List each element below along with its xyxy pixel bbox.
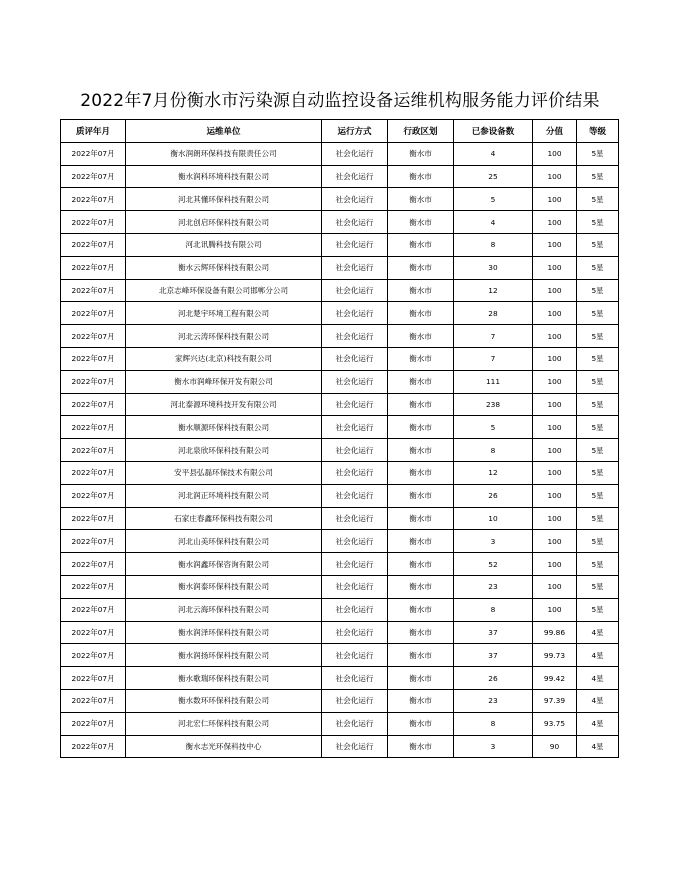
cell-admin-region: 衡水市 xyxy=(388,553,454,576)
cell-operator: 衡水云辉环保科技有限公司 xyxy=(126,256,322,279)
cell-operator: 衡水润鑫环保咨询有限公司 xyxy=(126,553,322,576)
table-body xyxy=(61,142,619,758)
cell-operation-mode: 社会化运行 xyxy=(322,461,388,484)
cell-grade: 4星 xyxy=(577,621,619,644)
cell-operator: 衡水数环环保科技有限公司 xyxy=(126,689,322,712)
cell-device-count: 30 xyxy=(454,256,533,279)
evaluation-results-table xyxy=(60,119,619,758)
cell-score: 100 xyxy=(533,211,577,234)
cell-operation-mode: 社会化运行 xyxy=(322,507,388,530)
table-row xyxy=(61,188,619,211)
cell-device-count: 10 xyxy=(454,507,533,530)
cell-grade: 5星 xyxy=(577,598,619,621)
cell-score: 100 xyxy=(533,575,577,598)
cell-eval-month: 2022年07月 xyxy=(61,484,126,507)
cell-operator: 河北讯腾科技有限公司 xyxy=(126,233,322,256)
cell-score: 100 xyxy=(533,233,577,256)
table-row xyxy=(61,256,619,279)
cell-admin-region: 衡水市 xyxy=(388,667,454,690)
table-row xyxy=(61,461,619,484)
header-operation-mode: 运行方式 xyxy=(322,120,388,143)
header-operator: 运维单位 xyxy=(126,120,322,143)
cell-score: 100 xyxy=(533,302,577,325)
table-row xyxy=(61,530,619,553)
cell-grade: 5星 xyxy=(577,165,619,188)
cell-device-count: 7 xyxy=(454,325,533,348)
table-row xyxy=(61,507,619,530)
cell-operator: 河北云海环保科技有限公司 xyxy=(126,598,322,621)
header-device-count: 已参设备数 xyxy=(454,120,533,143)
cell-score: 100 xyxy=(533,507,577,530)
cell-grade: 5星 xyxy=(577,439,619,462)
cell-device-count: 4 xyxy=(454,142,533,165)
cell-score: 100 xyxy=(533,256,577,279)
cell-score: 100 xyxy=(533,484,577,507)
cell-score: 100 xyxy=(533,279,577,302)
table-row xyxy=(61,233,619,256)
cell-score: 100 xyxy=(533,439,577,462)
cell-operator: 衡水歌瑞环保科技有限公司 xyxy=(126,667,322,690)
table-row xyxy=(61,416,619,439)
cell-eval-month: 2022年07月 xyxy=(61,165,126,188)
cell-eval-month: 2022年07月 xyxy=(61,256,126,279)
cell-operator: 衡水润扬环保科技有限公司 xyxy=(126,644,322,667)
cell-operation-mode: 社会化运行 xyxy=(322,598,388,621)
cell-admin-region: 衡水市 xyxy=(388,370,454,393)
cell-eval-month: 2022年07月 xyxy=(61,735,126,758)
cell-eval-month: 2022年07月 xyxy=(61,416,126,439)
cell-eval-month: 2022年07月 xyxy=(61,507,126,530)
cell-operation-mode: 社会化运行 xyxy=(322,530,388,553)
cell-operation-mode: 社会化运行 xyxy=(322,393,388,416)
cell-eval-month: 2022年07月 xyxy=(61,461,126,484)
cell-admin-region: 衡水市 xyxy=(388,279,454,302)
cell-operator: 安平县弘磊环保技术有限公司 xyxy=(126,461,322,484)
cell-operator: 河北泉欣环保科技有限公司 xyxy=(126,439,322,462)
cell-score: 97.39 xyxy=(533,689,577,712)
cell-score: 100 xyxy=(533,530,577,553)
cell-admin-region: 衡水市 xyxy=(388,393,454,416)
cell-device-count: 23 xyxy=(454,575,533,598)
cell-admin-region: 衡水市 xyxy=(388,598,454,621)
cell-grade: 5星 xyxy=(577,302,619,325)
cell-operator: 河北润正环境科技有限公司 xyxy=(126,484,322,507)
cell-operator: 河北其懂环保科技有限公司 xyxy=(126,188,322,211)
header-grade: 等级 xyxy=(577,120,619,143)
page-title: 2022年7月份衡水市污染源自动监控设备运维机构服务能力评价结果 xyxy=(80,91,600,111)
cell-score: 100 xyxy=(533,370,577,393)
table-row xyxy=(61,689,619,712)
cell-device-count: 12 xyxy=(454,461,533,484)
cell-operator: 河北宏仁环保科技有限公司 xyxy=(126,712,322,735)
cell-operation-mode: 社会化运行 xyxy=(322,325,388,348)
cell-eval-month: 2022年07月 xyxy=(61,667,126,690)
cell-operation-mode: 社会化运行 xyxy=(322,256,388,279)
cell-operation-mode: 社会化运行 xyxy=(322,188,388,211)
cell-score: 100 xyxy=(533,598,577,621)
table-header-row xyxy=(61,120,619,143)
cell-operation-mode: 社会化运行 xyxy=(322,416,388,439)
cell-device-count: 28 xyxy=(454,302,533,325)
cell-eval-month: 2022年07月 xyxy=(61,347,126,370)
cell-device-count: 7 xyxy=(454,347,533,370)
cell-grade: 5星 xyxy=(577,188,619,211)
cell-admin-region: 衡水市 xyxy=(388,530,454,553)
cell-operator: 家辉兴达(北京)科技有限公司 xyxy=(126,347,322,370)
cell-device-count: 25 xyxy=(454,165,533,188)
cell-operation-mode: 社会化运行 xyxy=(322,233,388,256)
cell-device-count: 5 xyxy=(454,416,533,439)
cell-admin-region: 衡水市 xyxy=(388,256,454,279)
cell-admin-region: 衡水市 xyxy=(388,142,454,165)
cell-operation-mode: 社会化运行 xyxy=(322,553,388,576)
cell-device-count: 4 xyxy=(454,211,533,234)
cell-score: 99.73 xyxy=(533,644,577,667)
cell-operator: 河北楚宇环境工程有限公司 xyxy=(126,302,322,325)
cell-grade: 4星 xyxy=(577,735,619,758)
cell-operation-mode: 社会化运行 xyxy=(322,621,388,644)
cell-grade: 5星 xyxy=(577,142,619,165)
cell-admin-region: 衡水市 xyxy=(388,461,454,484)
cell-admin-region: 衡水市 xyxy=(388,302,454,325)
cell-eval-month: 2022年07月 xyxy=(61,188,126,211)
cell-operator: 衡水润泽环保科技有限公司 xyxy=(126,621,322,644)
cell-operation-mode: 社会化运行 xyxy=(322,575,388,598)
cell-eval-month: 2022年07月 xyxy=(61,644,126,667)
cell-eval-month: 2022年07月 xyxy=(61,712,126,735)
cell-device-count: 52 xyxy=(454,553,533,576)
cell-operation-mode: 社会化运行 xyxy=(322,302,388,325)
cell-grade: 5星 xyxy=(577,279,619,302)
cell-eval-month: 2022年07月 xyxy=(61,393,126,416)
cell-eval-month: 2022年07月 xyxy=(61,302,126,325)
cell-operator: 衡水润泰环保科技有限公司 xyxy=(126,575,322,598)
cell-grade: 5星 xyxy=(577,507,619,530)
cell-operation-mode: 社会化运行 xyxy=(322,735,388,758)
cell-score: 100 xyxy=(533,347,577,370)
cell-device-count: 26 xyxy=(454,667,533,690)
cell-device-count: 238 xyxy=(454,393,533,416)
cell-admin-region: 衡水市 xyxy=(388,165,454,188)
cell-score: 100 xyxy=(533,325,577,348)
cell-operation-mode: 社会化运行 xyxy=(322,142,388,165)
cell-eval-month: 2022年07月 xyxy=(61,598,126,621)
cell-operation-mode: 社会化运行 xyxy=(322,484,388,507)
cell-device-count: 8 xyxy=(454,233,533,256)
cell-grade: 5星 xyxy=(577,325,619,348)
table-row xyxy=(61,667,619,690)
cell-eval-month: 2022年07月 xyxy=(61,575,126,598)
cell-grade: 5星 xyxy=(577,256,619,279)
cell-grade: 5星 xyxy=(577,211,619,234)
cell-admin-region: 衡水市 xyxy=(388,507,454,530)
cell-score: 100 xyxy=(533,165,577,188)
cell-score: 100 xyxy=(533,416,577,439)
header-admin-region: 行政区划 xyxy=(388,120,454,143)
cell-grade: 4星 xyxy=(577,689,619,712)
cell-operator: 衡水顺源环保科技有限公司 xyxy=(126,416,322,439)
cell-device-count: 12 xyxy=(454,279,533,302)
cell-grade: 5星 xyxy=(577,553,619,576)
cell-admin-region: 衡水市 xyxy=(388,735,454,758)
cell-device-count: 3 xyxy=(454,735,533,758)
cell-score: 100 xyxy=(533,393,577,416)
cell-grade: 5星 xyxy=(577,233,619,256)
cell-operator: 河北云涛环保科技有限公司 xyxy=(126,325,322,348)
cell-operator: 石家庄春鑫环保科技有限公司 xyxy=(126,507,322,530)
cell-device-count: 3 xyxy=(454,530,533,553)
header-eval-month: 质评年月 xyxy=(61,120,126,143)
cell-grade: 5星 xyxy=(577,461,619,484)
table-row xyxy=(61,211,619,234)
cell-admin-region: 衡水市 xyxy=(388,347,454,370)
cell-score: 99.86 xyxy=(533,621,577,644)
cell-score: 90 xyxy=(533,735,577,758)
cell-device-count: 111 xyxy=(454,370,533,393)
table-row xyxy=(61,165,619,188)
table-row xyxy=(61,302,619,325)
cell-score: 93.75 xyxy=(533,712,577,735)
cell-operator: 北京志峰环保设备有限公司邯郸分公司 xyxy=(126,279,322,302)
cell-eval-month: 2022年07月 xyxy=(61,621,126,644)
table-row xyxy=(61,644,619,667)
cell-admin-region: 衡水市 xyxy=(388,416,454,439)
cell-grade: 5星 xyxy=(577,347,619,370)
cell-eval-month: 2022年07月 xyxy=(61,211,126,234)
cell-operation-mode: 社会化运行 xyxy=(322,667,388,690)
cell-admin-region: 衡水市 xyxy=(388,439,454,462)
cell-eval-month: 2022年07月 xyxy=(61,233,126,256)
cell-device-count: 26 xyxy=(454,484,533,507)
table-row xyxy=(61,142,619,165)
cell-grade: 5星 xyxy=(577,575,619,598)
table-row xyxy=(61,279,619,302)
cell-eval-month: 2022年07月 xyxy=(61,279,126,302)
cell-admin-region: 衡水市 xyxy=(388,188,454,211)
cell-eval-month: 2022年07月 xyxy=(61,325,126,348)
cell-device-count: 5 xyxy=(454,188,533,211)
cell-device-count: 8 xyxy=(454,598,533,621)
cell-score: 99.42 xyxy=(533,667,577,690)
cell-grade: 4星 xyxy=(577,712,619,735)
cell-score: 100 xyxy=(533,553,577,576)
table-row xyxy=(61,712,619,735)
cell-operation-mode: 社会化运行 xyxy=(322,370,388,393)
cell-operator: 河北山美环保科技有限公司 xyxy=(126,530,322,553)
cell-score: 100 xyxy=(533,142,577,165)
cell-device-count: 23 xyxy=(454,689,533,712)
cell-admin-region: 衡水市 xyxy=(388,484,454,507)
cell-operator: 衡水志光环保科技中心 xyxy=(126,735,322,758)
cell-admin-region: 衡水市 xyxy=(388,233,454,256)
table-row xyxy=(61,484,619,507)
cell-operation-mode: 社会化运行 xyxy=(322,439,388,462)
cell-operation-mode: 社会化运行 xyxy=(322,644,388,667)
cell-grade: 5星 xyxy=(577,484,619,507)
cell-operator: 河北创启环保科技有限公司 xyxy=(126,211,322,234)
cell-admin-region: 衡水市 xyxy=(388,644,454,667)
cell-eval-month: 2022年07月 xyxy=(61,689,126,712)
cell-device-count: 37 xyxy=(454,621,533,644)
cell-grade: 4星 xyxy=(577,644,619,667)
table-row xyxy=(61,439,619,462)
table-row xyxy=(61,621,619,644)
cell-eval-month: 2022年07月 xyxy=(61,439,126,462)
cell-grade: 5星 xyxy=(577,530,619,553)
cell-operation-mode: 社会化运行 xyxy=(322,347,388,370)
cell-score: 100 xyxy=(533,461,577,484)
header-score: 分值 xyxy=(533,120,577,143)
cell-admin-region: 衡水市 xyxy=(388,689,454,712)
cell-operator: 衡水润科环境科技有限公司 xyxy=(126,165,322,188)
cell-score: 100 xyxy=(533,188,577,211)
cell-operation-mode: 社会化运行 xyxy=(322,712,388,735)
cell-operator: 河北泰源环境科技开发有限公司 xyxy=(126,393,322,416)
cell-operation-mode: 社会化运行 xyxy=(322,165,388,188)
cell-admin-region: 衡水市 xyxy=(388,712,454,735)
table-row xyxy=(61,347,619,370)
cell-grade: 5星 xyxy=(577,370,619,393)
table-row xyxy=(61,370,619,393)
cell-operation-mode: 社会化运行 xyxy=(322,211,388,234)
cell-operation-mode: 社会化运行 xyxy=(322,279,388,302)
cell-grade: 4星 xyxy=(577,667,619,690)
cell-admin-region: 衡水市 xyxy=(388,325,454,348)
cell-eval-month: 2022年07月 xyxy=(61,370,126,393)
cell-grade: 5星 xyxy=(577,416,619,439)
cell-admin-region: 衡水市 xyxy=(388,575,454,598)
cell-admin-region: 衡水市 xyxy=(388,211,454,234)
cell-admin-region: 衡水市 xyxy=(388,621,454,644)
table-row xyxy=(61,393,619,416)
cell-eval-month: 2022年07月 xyxy=(61,530,126,553)
cell-grade: 5星 xyxy=(577,393,619,416)
cell-operation-mode: 社会化运行 xyxy=(322,689,388,712)
cell-eval-month: 2022年07月 xyxy=(61,553,126,576)
cell-device-count: 8 xyxy=(454,439,533,462)
table-row xyxy=(61,598,619,621)
cell-eval-month: 2022年07月 xyxy=(61,142,126,165)
cell-device-count: 37 xyxy=(454,644,533,667)
table-row xyxy=(61,553,619,576)
cell-operator: 衡水市润峰环保开发有限公司 xyxy=(126,370,322,393)
table-row xyxy=(61,575,619,598)
table-row xyxy=(61,735,619,758)
cell-device-count: 8 xyxy=(454,712,533,735)
cell-operator: 衡水润朗环保科技有限责任公司 xyxy=(126,142,322,165)
table-row xyxy=(61,325,619,348)
